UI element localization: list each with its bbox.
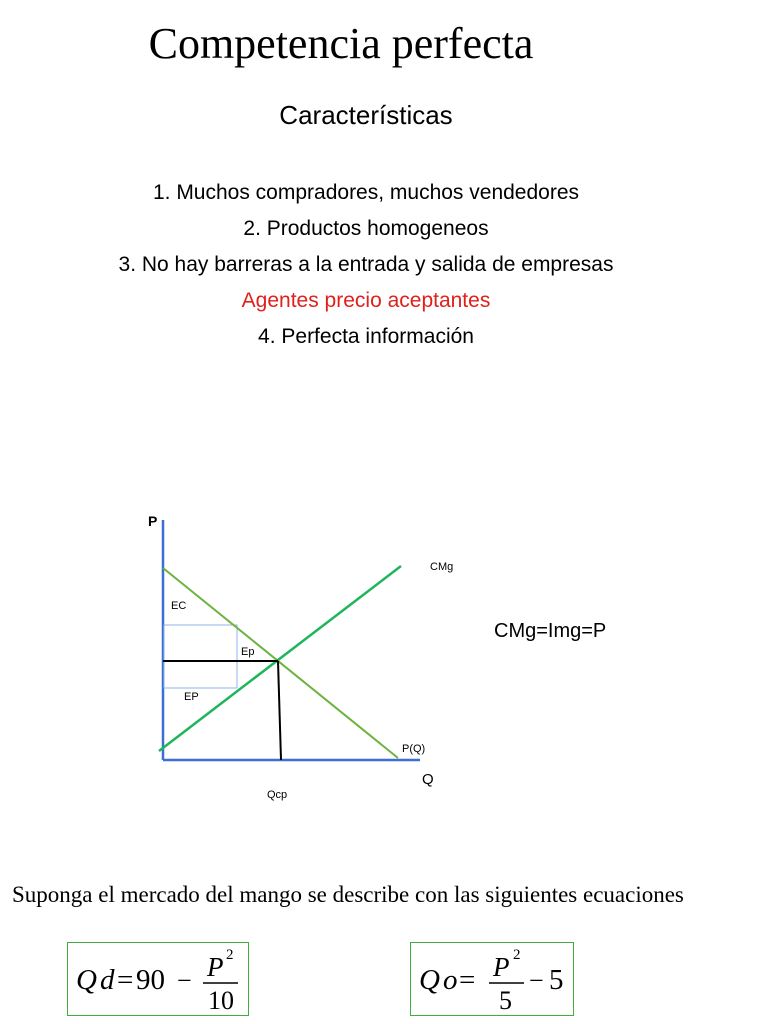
list-item: 1. Muchos compradores, muchos vendedores <box>152 181 580 204</box>
eq-constant: 90 <box>136 964 165 996</box>
producer-surplus-label: EP <box>184 691 199 703</box>
list-item-highlight: Agentes precio aceptantes <box>241 289 491 312</box>
eq-lhs-main: Q <box>76 964 97 996</box>
supply-label: CMg <box>430 561 454 573</box>
eq-numerator: P <box>493 952 510 982</box>
x-axis-label: Q <box>422 771 434 788</box>
consumer-surplus-label: EC <box>171 600 187 612</box>
market-graph <box>0 500 470 810</box>
demand-equation-box <box>67 942 249 1016</box>
equilibrium-label: Ep <box>241 646 255 658</box>
eq-equals: = <box>117 964 134 996</box>
demand-label: P(Q) <box>402 743 426 755</box>
eq-exponent: 2 <box>226 947 234 963</box>
eq-constant: 5 <box>549 964 564 996</box>
eq-lhs-main: Q <box>419 964 440 996</box>
equilibrium-condition: CMg=Img=P <box>494 620 607 642</box>
eq-lhs-sub: d <box>100 964 115 996</box>
eq-minus: − <box>529 966 544 995</box>
y-axis-label: P <box>148 513 158 529</box>
eq-denominator: 5 <box>499 986 512 1015</box>
characteristics-list <box>0 176 732 356</box>
eq-numerator: P <box>207 952 224 982</box>
eq-equals: = <box>459 964 476 996</box>
producer-surplus-box <box>164 661 237 688</box>
section-heading: Características <box>279 100 453 130</box>
eq-minus: − <box>177 966 192 995</box>
eq-lhs-sub: o <box>443 964 458 996</box>
list-item: 3. No hay barreras a la entrada y salida de empresas <box>118 253 614 276</box>
supply-equation-box <box>410 942 574 1016</box>
list-item: 2. Productos homogeneos <box>243 217 489 240</box>
eq-denominator: 10 <box>208 986 234 1015</box>
page-title: Competencia perfecta <box>148 19 534 68</box>
quantity-label: Qcp <box>267 789 288 801</box>
consumer-surplus-box <box>164 625 237 661</box>
eq-exponent: 2 <box>513 947 521 963</box>
quantity-line <box>278 661 281 760</box>
problem-statement: Suponga el mercado del mango se describe con las siguientes ecuaciones <box>12 882 684 907</box>
list-item: 4. Perfecta información <box>258 325 474 348</box>
